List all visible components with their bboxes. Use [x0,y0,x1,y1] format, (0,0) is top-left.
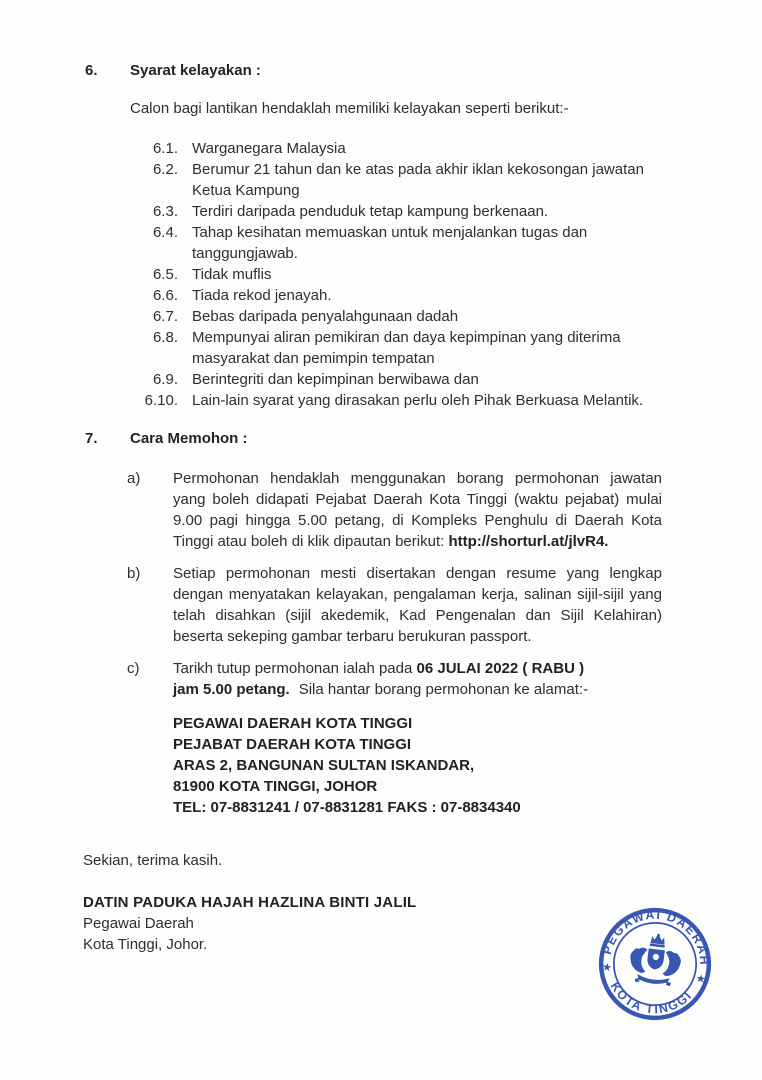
application-item-c [127,658,762,700]
list-item-text: Tiada rekod jenayah. [192,287,332,304]
application-item-b [127,563,762,647]
item-b-text: Setiap permohonan mesti disertakan dengan resume yang lengkap dengan menyatakan kelayakan, pengalaman kerja, salinan sijil-sijil yang telah disahkan (sijil akedemik, Kad Pengenalan dan Sijil Kelahiran) beserta sekeping gambar terbaru berukuran passport. [173,565,662,645]
section-6-number: 6. [85,62,98,79]
list-item-number: 6.10. [144,392,178,409]
item-b-label: b) [127,565,141,582]
item-a-text: Permohonan hendaklah menggunakan borang permohonan jawatan yang boleh didapati Pejabat Daerah Kota Tinggi (waktu pejabat) mulai 9.00 pagi hingga 5.00 petang, di Kompleks Penghulu di Daerah Kota Tinggi atau boleh di klik dipautan berikut: [173,470,662,550]
section-6-intro: Calon bagi lantikan hendaklah memiliki kelayakan seperti berikut:- [130,100,569,117]
list-item-text: Mempunyai aliran pemikiran dan daya kepimpinan yang diterima masyarakat dan pemimpin tempatan [192,329,621,367]
list-item-text: Lain-lain syarat yang dirasakan perlu oleh Pihak Berkuasa Melantik. [192,392,644,409]
section-7-title: Cara Memohon : [130,430,248,447]
seal-graphic [592,901,718,1027]
address-line: PEJABAT DAERAH KOTA TINGGI [173,736,412,753]
closing-thanks: Sekian, terima kasih. [83,852,223,869]
list-item [138,285,762,306]
seal-bottom-text: KOTA TINGGI [607,979,696,1017]
item-a-label: a) [127,470,141,487]
list-item-text: Berumur 21 tahun dan ke atas pada akhir iklan kekosongan jawatan Ketua Kampung [192,161,644,199]
mailing-address-block [173,713,762,818]
right-supporter-icon [662,950,682,977]
list-item-number: 6.4. [152,224,178,241]
seal-top-text: PEGAWAI DAERAH [599,907,712,967]
list-item [138,201,762,222]
list-item [138,390,762,411]
signatory-name: DATIN PADUKA HAJAH HAZLINA BINTI JALIL [83,894,417,911]
list-item-text: Terdiri daripada penduduk tetap kampung berkenaan. [192,203,549,220]
list-item-text: Tidak muflis [192,266,272,283]
address-phone-fax-line: TEL: 07-8831241 / 07-8831281 FAKS : 07-8834340 [173,799,521,816]
section-7-number: 7. [85,430,98,447]
seal-left-star-icon: ★ [601,961,613,975]
list-item-number: 6.6. [152,287,178,304]
list-item-number: 6.3. [152,203,178,220]
list-item-number: 6.7. [152,308,178,325]
list-item-text: Berintegriti dan kepimpinan berwibawa dan [192,371,479,388]
closing-time: jam 5.00 petang. [173,681,290,698]
official-seal-stamp [592,901,718,1027]
section-6-heading [85,60,762,81]
eligibility-list [0,138,762,411]
closing-date: 06 JULAI 2022 ( RABU ) [416,660,585,677]
item-c-text-before: Tarikh tutup permohonan ialah pada [173,660,417,677]
item-a-paragraph [173,468,662,552]
list-item-number: 6.9. [152,371,178,388]
list-item-number: 6.8. [152,329,178,346]
list-item-text: Bebas daripada penyalahgunaan dadah [192,308,459,325]
left-supporter-icon [628,946,648,973]
item-b-paragraph [173,563,662,647]
signatory-location: Kota Tinggi, Johor. [83,936,208,953]
section-7-heading [85,428,762,449]
list-item-text: Warganegara Malaysia [192,140,346,157]
list-item-text: Tahap kesihatan memuaskan untuk menjalankan tugas dan tanggungjawab. [192,224,588,262]
list-item [138,222,762,264]
list-item [138,138,762,159]
section-6-title: Syarat kelayakan : [130,62,261,79]
seal-coat-of-arms [627,931,684,988]
list-item [138,159,762,201]
list-item [138,306,762,327]
list-item [138,369,762,390]
signatory-title: Pegawai Daerah [83,915,194,932]
address-line: ARAS 2, BANGUNAN SULTAN ISKANDAR, [173,757,475,774]
item-c-label: c) [127,660,140,677]
list-item [138,327,762,369]
application-item-a [127,468,762,552]
application-form-link: http://shorturl.at/jlvR4. [448,533,609,550]
list-item-number: 6.2. [152,161,178,178]
list-item-number: 6.5. [152,266,178,283]
item-c-text-after: Sila hantar borang permohonan ke alamat:- [298,681,589,698]
seal-right-star-icon: ★ [695,972,707,986]
address-line: 81900 KOTA TINGGI, JOHOR [173,778,378,795]
ribbon-icon [636,974,669,986]
list-item-number: 6.1. [152,140,178,157]
list-item [138,264,762,285]
address-line: PEGAWAI DAERAH KOTA TINGGI [173,715,413,732]
item-c-paragraph [173,658,662,700]
